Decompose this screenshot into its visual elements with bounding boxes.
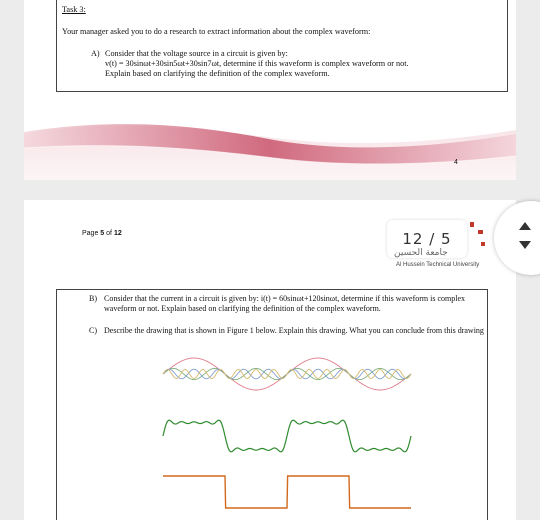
page-footer-number: 4: [454, 159, 458, 166]
item-a-line-3: Explain based on clarifying the definition of the complex waveform.: [105, 69, 330, 78]
page-label-current: 5: [100, 230, 105, 237]
harmonic-components: [163, 358, 411, 390]
item-a-line-1: Consider that the voltage source in a circuit is given by:: [105, 49, 288, 58]
item-a-line-2: v(t) = 30sinωt+30sin5ωt+30sin7ωt, determine if this waveform is complex waveform or not.: [105, 59, 409, 68]
square-waveform: [163, 476, 411, 508]
summed-waveform: [163, 420, 411, 452]
page-label-total: 12: [113, 230, 122, 237]
page-label-mid: of: [104, 230, 114, 237]
item-b-label: B): [89, 294, 97, 303]
university-name: Al Hussein Technical University: [396, 262, 480, 268]
task-title: Task 3:: [62, 5, 86, 14]
page-label-prefix: Page: [82, 230, 101, 237]
document-page-4: [24, 0, 516, 180]
item-c-text: Describe the drawing that is shown in Figure 1 below. Explain this drawing. What you can conclude from this drawing: [104, 326, 484, 335]
triangle-down-icon[interactable]: [519, 241, 531, 249]
footer-wave-decoration: [24, 112, 516, 180]
task-intro: Your manager asked you to do a research to extract information about the complex waveform:: [62, 27, 371, 36]
item-b-text: Consider that the current in a circuit is given by: i(t) = 60sinωt+120sinωt, determine if this waveform is complex waveform or not. Explain based on clarifying the definition of the complex waveform.: [104, 294, 466, 313]
item-a-label: A): [91, 49, 100, 58]
triangle-up-icon[interactable]: [519, 222, 531, 230]
figure-1-waveforms: [160, 352, 414, 520]
task-box: [56, 0, 508, 92]
university-arabic-name: جامعة الحسين: [394, 248, 448, 258]
item-c-label: C): [89, 326, 97, 335]
page-counter: 12 / 5: [387, 220, 467, 258]
page-label: [82, 230, 122, 237]
